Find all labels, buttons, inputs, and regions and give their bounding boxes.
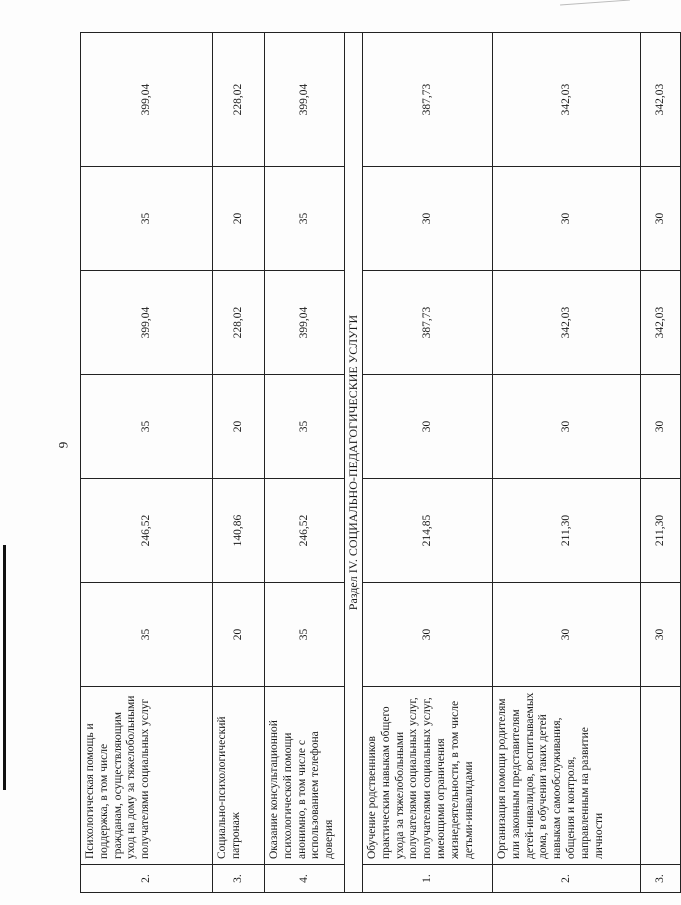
table-row: [493, 33, 641, 893]
value-cell: 399,04: [81, 33, 213, 167]
service-name: Психологическая помощь и поддержка, в том числе гражданам, осуществляющим уход на дому за тяжелобольными получателями социальных услуг: [81, 687, 213, 865]
value-cell: 30: [641, 167, 681, 271]
value-cell: 30: [363, 583, 493, 687]
table-row: [265, 33, 345, 893]
value-cell: 30: [363, 375, 493, 479]
value-cell: 35: [265, 375, 345, 479]
row-number: 3.: [213, 865, 265, 893]
value-cell: 342,03: [641, 33, 681, 167]
table-row: [81, 33, 213, 893]
service-name: [641, 687, 681, 865]
value-cell: 211,30: [641, 479, 681, 583]
row-number: 1.: [363, 865, 493, 893]
value-cell: 228,02: [213, 271, 265, 375]
value-cell: 35: [265, 583, 345, 687]
value-cell: 30: [641, 583, 681, 687]
value-cell: 35: [265, 167, 345, 271]
row-number: 3.: [641, 865, 681, 893]
service-name: Обучение родственников практическим навыкам общего ухода за тяжелобольными получателями социальных услуг, получателями социальных услуг, имеющими ограничения жизнедеятельности, в том числе детьми-инвалидами: [363, 687, 493, 865]
service-name: Организация помощи родителям или законным представителям детей-инвалидов, воспитываемых дома, в обучении таких детей навыкам самообслуживания, общения и контроля, направленным на развитие личности: [493, 687, 641, 865]
table-row: [213, 33, 265, 893]
value-cell: 246,52: [265, 479, 345, 583]
value-cell: 399,04: [265, 33, 345, 167]
value-cell: 399,04: [265, 271, 345, 375]
value-cell: 30: [641, 375, 681, 479]
row-number: 2.: [81, 865, 213, 893]
value-cell: 140,86: [213, 479, 265, 583]
value-cell: 30: [493, 375, 641, 479]
value-cell: 246,52: [81, 479, 213, 583]
value-cell: 20: [213, 167, 265, 271]
value-cell: 342,03: [493, 33, 641, 167]
table-row: [641, 33, 681, 893]
table-row: [363, 33, 493, 893]
service-name: Оказание консультационной психологической помощи анонимно, в том числе с использованием телефона доверия: [265, 687, 345, 865]
section-header-row: [345, 33, 363, 893]
value-cell: 35: [81, 375, 213, 479]
value-cell: 30: [493, 167, 641, 271]
value-cell: 387,73: [363, 271, 493, 375]
page-number: 9: [55, 441, 71, 449]
value-cell: 399,04: [81, 271, 213, 375]
value-cell: 342,03: [641, 271, 681, 375]
section-title: Раздел IV. СОЦИАЛЬНО-ПЕДАГОГИЧЕСКИЕ УСЛУГИ: [345, 33, 363, 893]
row-number: 2.: [493, 865, 641, 893]
scan-artifact: [560, 0, 630, 5]
rotated-table-container: [80, 33, 666, 893]
value-cell: 387,73: [363, 33, 493, 167]
row-number: 4.: [265, 865, 345, 893]
value-cell: 20: [213, 375, 265, 479]
value-cell: 228,02: [213, 33, 265, 167]
value-cell: 30: [493, 583, 641, 687]
value-cell: 214,85: [363, 479, 493, 583]
value-cell: 35: [81, 167, 213, 271]
service-name: Социально-психологический патронаж: [213, 687, 265, 865]
value-cell: 342,03: [493, 271, 641, 375]
value-cell: 211,30: [493, 479, 641, 583]
tariff-table: [80, 32, 681, 893]
value-cell: 20: [213, 583, 265, 687]
value-cell: 30: [363, 167, 493, 271]
value-cell: 35: [81, 583, 213, 687]
scan-margin-bar: [3, 545, 6, 790]
